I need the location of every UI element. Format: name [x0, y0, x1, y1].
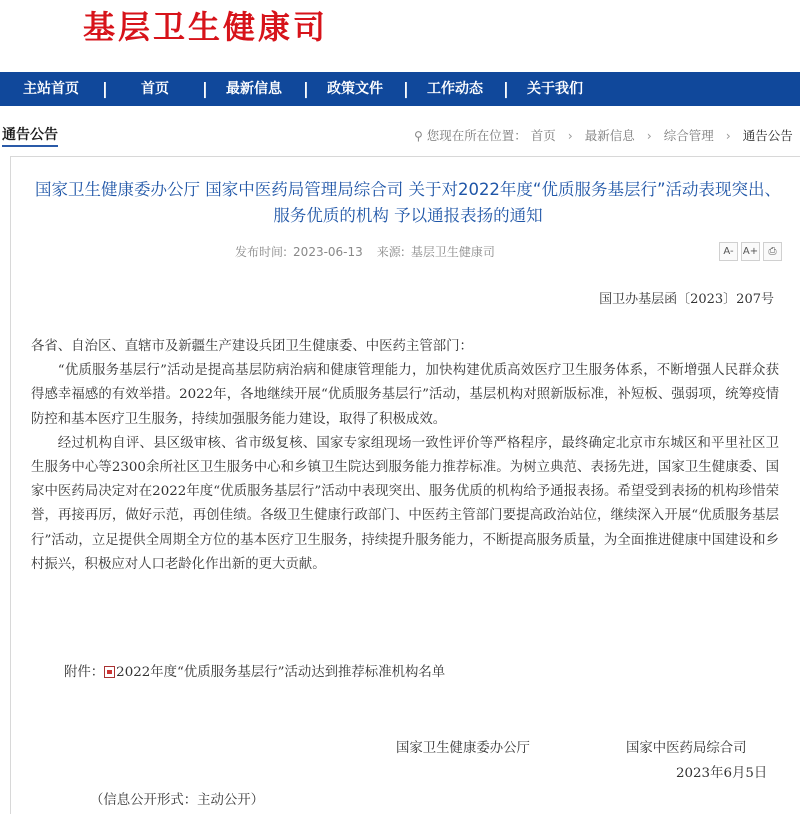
breadcrumb-prefix: 您现在所在位置：: [426, 128, 527, 143]
publish-date: 2023-06-13: [293, 245, 363, 259]
nav-separator: |: [503, 79, 509, 98]
breadcrumb-item-home[interactable]: 首页: [530, 128, 556, 143]
nav-item-work[interactable]: 工作动态: [427, 81, 483, 97]
chevron-right-icon: ›: [567, 128, 573, 143]
source-label: 来源:: [376, 245, 405, 259]
chevron-right-icon: ›: [725, 128, 731, 143]
attachment-link[interactable]: 2022年度“优质服务基层行”活动达到推荐标准机构名单: [116, 665, 446, 680]
article-body: [31, 335, 779, 577]
main-nav: [0, 72, 800, 106]
article-title: 国家卫生健康委办公厅 国家中医药局管理局综合司 关于对2022年度“优质服务基层行”活动表现突出、服务优质的机构 予以通报表扬的通知: [34, 180, 782, 225]
salutation: 各省、自治区、直辖市及新疆生产建设兵团卫生健康委、中医药主管部门：: [31, 339, 473, 354]
chevron-right-icon: ›: [646, 128, 652, 143]
nav-item-main-home[interactable]: 主站首页: [23, 81, 79, 97]
nav-separator: |: [102, 79, 108, 98]
breadcrumb-item-admin[interactable]: 综合管理: [663, 128, 714, 143]
breadcrumb: [414, 126, 793, 144]
location-pin-icon: ⚲: [414, 129, 423, 143]
site-title: 基层卫生健康司: [83, 8, 329, 46]
signature-left: 国家卫生健康委办公厅: [396, 741, 530, 756]
font-increase-button[interactable]: A+: [741, 242, 760, 261]
nav-separator: |: [303, 79, 309, 98]
article-meta: [235, 243, 495, 260]
breadcrumb-current[interactable]: 通告公告: [742, 128, 793, 143]
section-title[interactable]: 通告公告: [2, 124, 58, 147]
attachment-label: 附件：: [64, 665, 105, 680]
paragraph: “优质服务基层行”活动是提高基层防病治病和健康管理能力，加快构建优质高效医疗卫生服务体系，不断增强人民群众获得感幸福感的有效举措。2022年，各地继续开展“优质服务基层行”活动，基层机构对照新版标准，补短板、强弱项，统筹疫情防控和基本医疗卫生服务，持续加强服务能力建设，取得了积极成效。: [31, 363, 779, 427]
print-button[interactable]: ⎙: [763, 242, 782, 261]
source-value: 基层卫生健康司: [410, 245, 495, 259]
section-bar: [0, 122, 800, 148]
font-tools: [719, 242, 782, 261]
document-number: 国卫办基层函〔2023〕207号: [599, 292, 774, 307]
nav-item-home[interactable]: 首页: [141, 81, 169, 97]
publish-date-label: 发布时间:: [235, 245, 288, 259]
attachment: [64, 661, 445, 680]
file-icon: [104, 666, 115, 678]
nav-separator: |: [202, 79, 208, 98]
nav-item-latest[interactable]: 最新信息: [226, 81, 282, 97]
nav-item-policy[interactable]: 政策文件: [327, 81, 383, 97]
disclosure-note: （信息公开形式：主动公开）: [90, 793, 265, 808]
signature-date: 2023年6月5日: [676, 766, 768, 781]
nav-separator: |: [403, 79, 409, 98]
signature-right: 国家中医药局综合司: [626, 741, 747, 756]
font-decrease-button[interactable]: A-: [719, 242, 738, 261]
paragraph: 经过机构自评、县区级审核、省市级复核、国家专家组现场一致性评价等严格程序，最终确定北京市东城区和平里社区卫生服务中心等2300余所社区卫生服务中心和乡镇卫生院达到服务能力推荐标准。为树立典范、表扬先进，国家卫生健康委、国家中医药局决定对在2022年度“优质服务基层行”活动中表现突出、服务优质的机构给予通报表扬。希望受到表扬的机构珍惜荣誉，再接再厉，做好示范，再创佳绩。各级卫生健康行政部门、中医药主管部门要提高政治站位，继续深入开展“优质服务基层行”活动，立足提供全周期全方位的基本医疗卫生服务，持续提升服务能力，不断提高服务质量，为全面推进健康中国建设和乡村振兴，积极应对人口老龄化作出新的更大贡献。: [31, 435, 779, 572]
breadcrumb-item-latest[interactable]: 最新信息: [584, 128, 635, 143]
nav-item-about[interactable]: 关于我们: [527, 81, 583, 97]
